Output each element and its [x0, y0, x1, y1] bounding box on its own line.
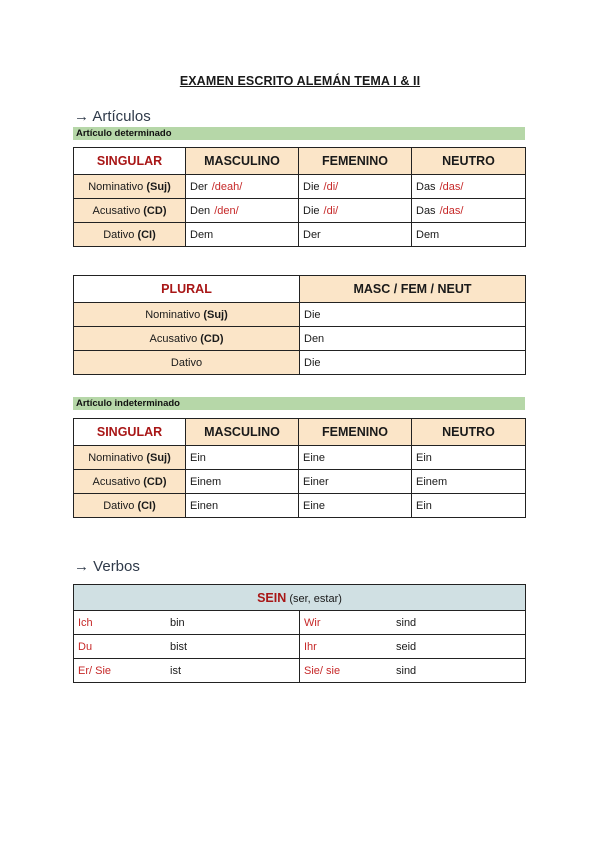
- cell: Einem: [186, 470, 299, 494]
- header-plural: PLURAL: [74, 276, 300, 303]
- row-label: Dativo (CI): [74, 494, 186, 518]
- cell: Dem: [412, 223, 526, 247]
- cell: Ein: [412, 446, 526, 470]
- row-label: Acusativo (CD): [74, 470, 186, 494]
- section-heading-label: Artículos: [92, 108, 151, 125]
- cell: Ein: [186, 446, 299, 470]
- cell: Eine: [299, 494, 412, 518]
- cell: Ihr seid: [300, 635, 526, 659]
- cell: Der /deah/: [186, 175, 299, 199]
- table-indeterminado-singular: [73, 418, 526, 518]
- cell: Einen: [186, 494, 299, 518]
- header-femenino: FEMENINO: [299, 419, 412, 446]
- table-row: [74, 611, 526, 635]
- cell: Ein: [412, 494, 526, 518]
- row-label: Nominativo (Suj): [74, 303, 300, 327]
- table-sein: [73, 584, 526, 683]
- cell: Wir sind: [300, 611, 526, 635]
- header-femenino: FEMENINO: [299, 148, 412, 175]
- arrow-right-icon: →: [74, 558, 89, 575]
- header-neutro: NEUTRO: [412, 148, 526, 175]
- cell: Einem: [412, 470, 526, 494]
- table-row: [74, 303, 526, 327]
- cell: Dem: [186, 223, 299, 247]
- header-masc-fem-neut: MASC / FEM / NEUT: [300, 276, 526, 303]
- sein-header: [74, 585, 526, 611]
- cell: Ich bin: [74, 611, 300, 635]
- sein-meaning: (ser, estar): [289, 592, 342, 605]
- table-determinado-plural: [73, 275, 526, 375]
- band-articulo-determinado: Artículo determinado: [73, 127, 525, 140]
- arrow-right-icon: →: [74, 108, 89, 125]
- cell: Den /den/: [186, 199, 299, 223]
- header-singular: SINGULAR: [74, 148, 186, 175]
- cell: Den: [300, 327, 526, 351]
- cell: Sie/ sie sind: [300, 659, 526, 683]
- section-heading-label: Verbos: [93, 558, 140, 575]
- cell: Eine: [299, 446, 412, 470]
- cell: Die /di/: [299, 199, 412, 223]
- header-masculino: MASCULINO: [186, 419, 299, 446]
- row-label: Acusativo (CD): [74, 199, 186, 223]
- table-row: [74, 175, 526, 199]
- table-row: [74, 470, 526, 494]
- header-singular: SINGULAR: [74, 419, 186, 446]
- row-label: Nominativo (Suj): [74, 446, 186, 470]
- table-row: [74, 659, 526, 683]
- row-label: Acusativo (CD): [74, 327, 300, 351]
- cell: Die /di/: [299, 175, 412, 199]
- cell: Die: [300, 351, 526, 375]
- table-row: [74, 494, 526, 518]
- cell: Das /das/: [412, 175, 526, 199]
- cell: Einer: [299, 470, 412, 494]
- cell: Das /das/: [412, 199, 526, 223]
- header-masculino: MASCULINO: [186, 148, 299, 175]
- table-row: [74, 351, 526, 375]
- row-label: Nominativo (Suj): [74, 175, 186, 199]
- section-heading-articulos: [74, 108, 151, 125]
- cell: Die: [300, 303, 526, 327]
- table-row: [74, 223, 526, 247]
- row-label: Dativo (CI): [74, 223, 186, 247]
- header-neutro: NEUTRO: [412, 419, 526, 446]
- cell: Er/ Sie ist: [74, 659, 300, 683]
- table-row: [74, 635, 526, 659]
- section-heading-verbos: [74, 558, 140, 575]
- cell: Der: [299, 223, 412, 247]
- page-title: EXAMEN ESCRITO ALEMÁN TEMA I & II: [179, 74, 421, 88]
- row-label: Dativo: [74, 351, 300, 375]
- table-row: [74, 446, 526, 470]
- table-row: [74, 327, 526, 351]
- cell: Du bist: [74, 635, 300, 659]
- band-articulo-indeterminado: Artículo indeterminado: [73, 397, 525, 410]
- table-determinado-singular: [73, 147, 526, 247]
- table-row: [74, 199, 526, 223]
- sein-word: SEIN: [257, 590, 287, 605]
